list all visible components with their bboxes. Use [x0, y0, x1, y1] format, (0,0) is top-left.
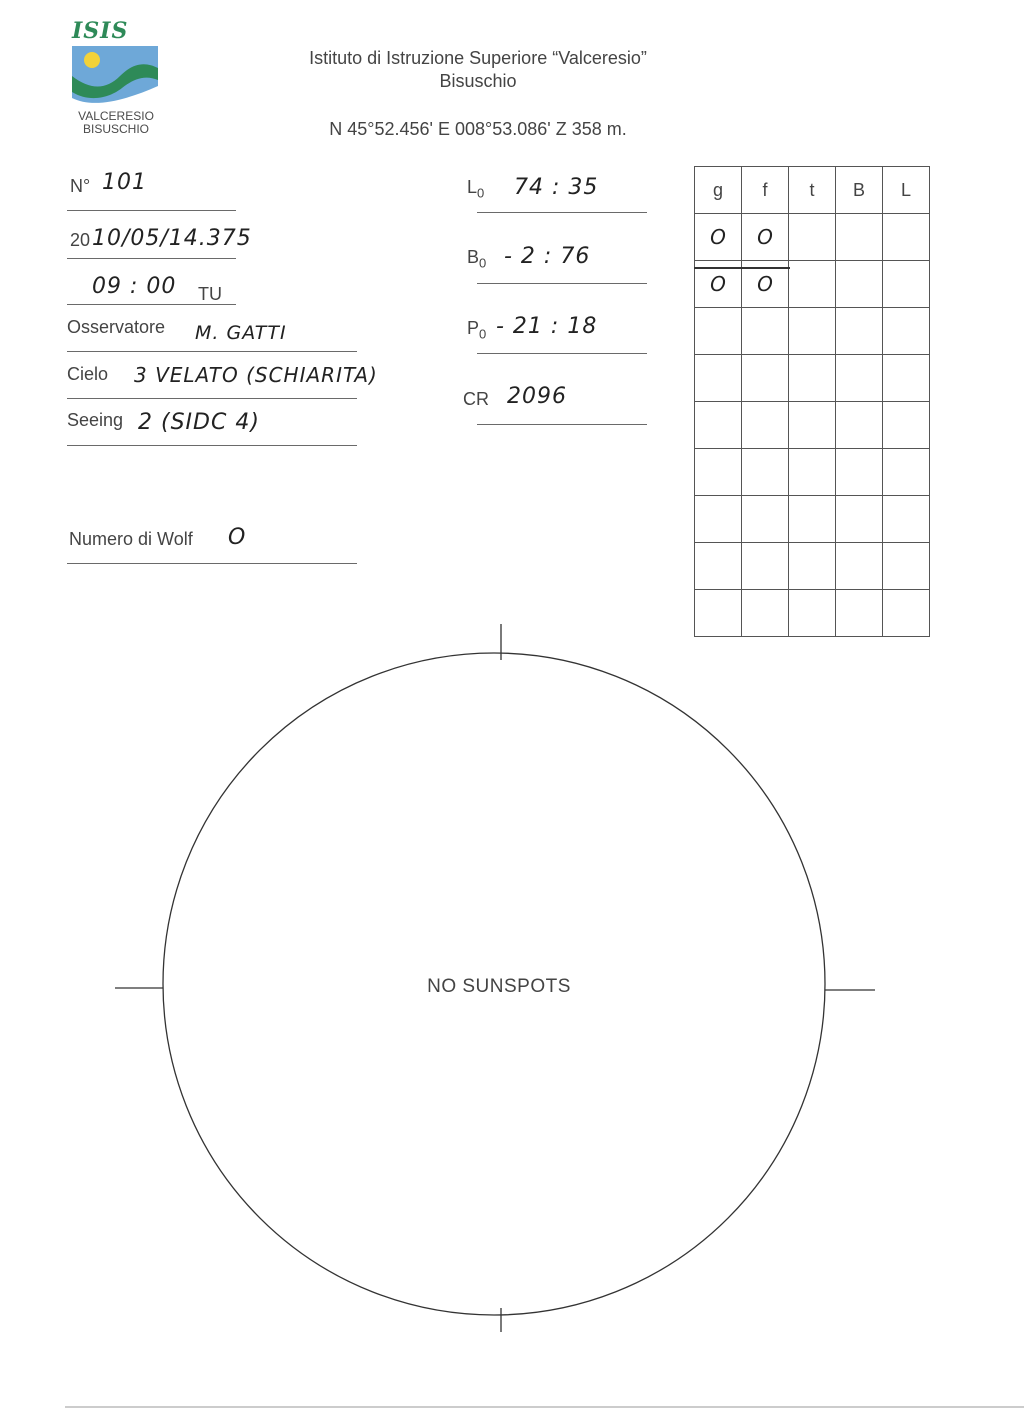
seeing-label: Seeing: [67, 410, 124, 430]
time-unit: TU: [198, 284, 222, 304]
time-value: 09 : 00: [92, 274, 177, 299]
table-cell: O: [695, 261, 742, 308]
number-label: N°: [70, 176, 91, 196]
table-header-t: t: [789, 167, 836, 214]
logo-caption-line1: VALCERESIO: [78, 109, 154, 123]
l0-value: 74 : 35: [514, 175, 599, 200]
table-cell: O: [695, 214, 742, 261]
sky-label: Cielo: [67, 364, 109, 384]
number-value: 101: [102, 170, 147, 195]
seeing-value: 2 (SIDC 4): [138, 410, 260, 435]
l0-label-sub: 0: [477, 185, 485, 201]
logo-wordmark: ISIS: [72, 18, 129, 44]
table-header-l: L: [883, 167, 930, 214]
observer-value: M. GATTI: [195, 322, 287, 344]
observatory-coordinates: N 45°52.456' E 008°53.086' Z 358 m.: [329, 119, 627, 139]
observer-label: Osservatore: [67, 317, 166, 337]
institute-name: Istituto di Istruzione Superiore “Valceresio”: [309, 48, 647, 68]
wolf-number-label: Numero di Wolf: [69, 529, 193, 549]
b0-label-main: B: [467, 247, 480, 267]
p0-value: - 21 : 18: [496, 314, 598, 339]
table-header-g: g: [695, 167, 742, 214]
wolf-number-value: O: [228, 525, 247, 550]
table-header-f: f: [742, 167, 789, 214]
cr-label: CR: [463, 389, 489, 409]
date-value: 10/05/14.375: [92, 226, 252, 251]
no-sunspots-note: NO SUNSPOTS: [427, 976, 571, 997]
sky-value: 3 VELATO (SCHIARITA): [134, 363, 378, 387]
l0-label-main: L: [467, 177, 478, 197]
table-cell: O: [742, 261, 789, 308]
b0-value: - 2 : 76: [504, 244, 591, 269]
logo-caption-line2: BISUSCHIO: [82, 122, 149, 136]
p0-label-sub: 0: [479, 326, 487, 342]
table-cell: O: [742, 214, 789, 261]
b0-label-sub: 0: [479, 255, 487, 271]
table-header-b: B: [836, 167, 883, 214]
p0-label-main: P: [467, 318, 480, 338]
cr-value: 2096: [507, 384, 567, 409]
institute-town: Bisuschio: [439, 71, 517, 91]
date-prefix: 20: [70, 230, 91, 250]
